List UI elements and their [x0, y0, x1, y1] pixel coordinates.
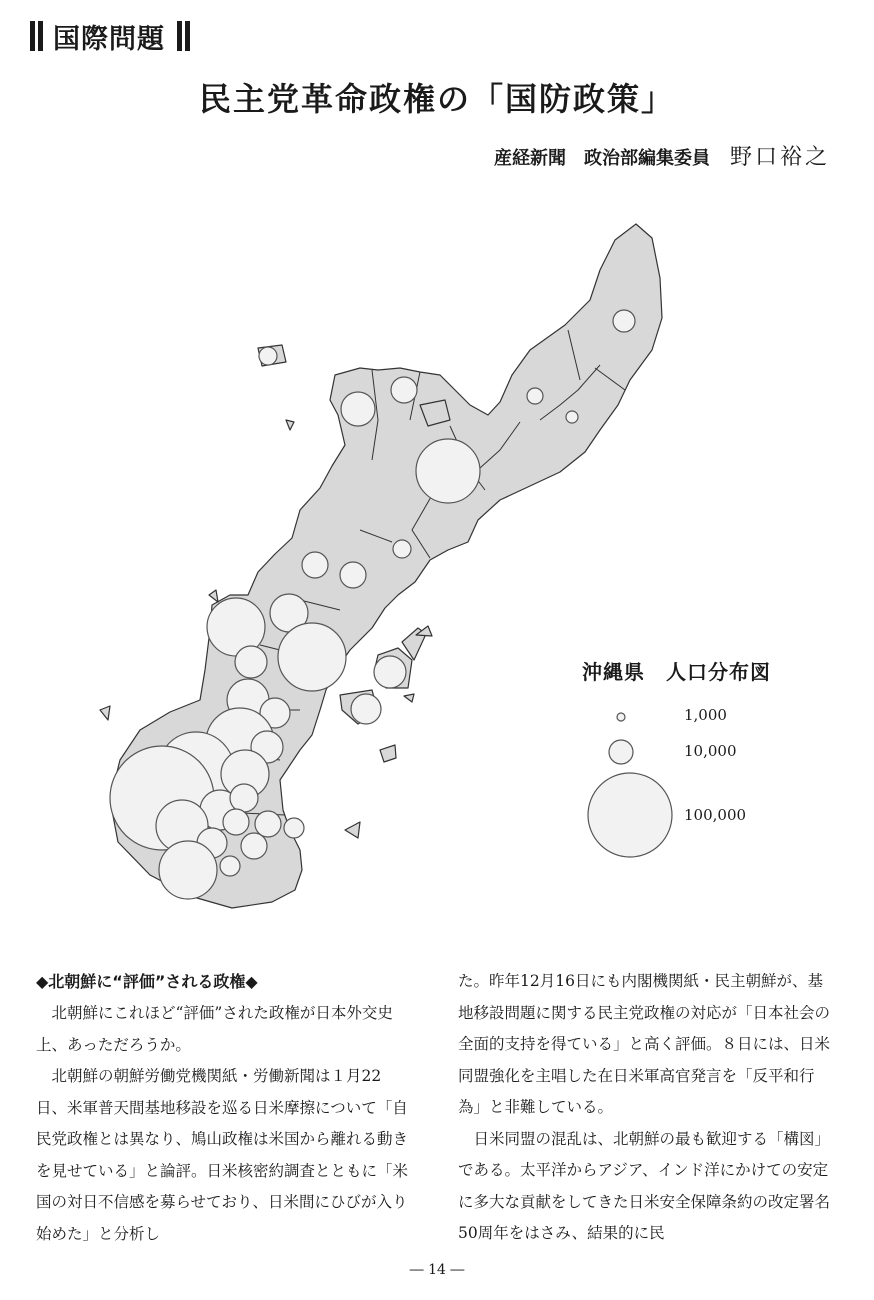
author-name: 野口裕之	[729, 145, 830, 170]
section-name: 国際問題	[53, 23, 165, 55]
pop-circle-tamagusuku	[241, 833, 267, 859]
paragraph-continued: た。昨年12月16日にも内閣機関紙・民主朝鮮が、基地移設問題に関する民主党政権の対応が「日本社会の全面的支持を得ている」と高く評価。８日には、日米同盟強化を主唱した在日米軍高官発言を「反平和行為」と非難している。	[458, 972, 831, 1116]
island-kudaka	[345, 822, 360, 838]
pop-circle-kin	[340, 562, 366, 588]
legend-circle-10000	[609, 740, 633, 764]
islet-6	[404, 694, 414, 702]
paragraph-2: 北朝鮮の朝鮮労働党機関紙・労働新聞は１月22日、米軍普天間基地移設を巡る日米摩擦について「自民党政権とは異なり、鳩山政権は米国から離れる動きを見せている」と論評。日米核密約調査とともに「米国の対日不信感を募らせており、日米間にひびが入り始めた」と分析し	[36, 1067, 409, 1243]
islet-3	[100, 706, 110, 720]
paragraph-3: 日米同盟の混乱は、北朝鮮の最も歓迎する「構図」である。太平洋からアジア、インド洋にかけての安定に多大な貢献をしてきた日米安全保障条約の改定署名50周年をはさみ、結果的に民	[458, 1129, 831, 1242]
section-bar-right	[177, 21, 182, 51]
author-affiliation: 産経新聞 政治部編集委員	[493, 148, 710, 169]
pop-circle-chinen	[284, 818, 304, 838]
pop-circle-tsuken	[351, 694, 381, 724]
legend-circle-1000	[617, 713, 625, 721]
pop-circle-motobu	[341, 392, 375, 426]
paragraph-1: 北朝鮮にこれほど“評価”された政権が日本外交史上、あっただろうか。	[36, 1004, 393, 1054]
legend-circles	[588, 713, 672, 857]
pop-circle-ikei	[374, 656, 406, 688]
section-label	[30, 16, 190, 56]
pop-circle-iejima	[259, 347, 277, 365]
byline	[494, 140, 830, 171]
page-number: ― 14 ―	[409, 1262, 465, 1278]
pop-circle-yonabaru	[230, 784, 258, 812]
pop-circle-chatan	[235, 646, 267, 678]
legend-value-100000: 100,000	[684, 806, 747, 824]
pop-circle-kunigami	[613, 310, 635, 332]
pop-circle-higashi	[527, 388, 543, 404]
islet-1	[286, 420, 294, 430]
pop-circle-nago	[416, 439, 480, 503]
pop-circle-uruma	[278, 623, 346, 691]
islet-4	[380, 745, 396, 762]
pop-circle-ginoza	[393, 540, 411, 558]
legend-value-1000: 1,000	[684, 706, 727, 724]
pop-circle-itoman	[159, 841, 217, 899]
article-title: 民主党革命政権の「国防政策」	[198, 80, 675, 118]
legend-title: 沖縄県 人口分布図	[582, 660, 771, 684]
article-column-right	[458, 966, 833, 1250]
legend-value-10000: 10,000	[684, 742, 737, 760]
pop-circle-sashiki	[255, 811, 281, 837]
pop-circle-osato	[223, 809, 249, 835]
legend-circle-100000	[588, 773, 672, 857]
pop-circle-onna	[302, 552, 328, 578]
islet-2	[209, 590, 218, 602]
pop-circle-ogimi	[566, 411, 578, 423]
pop-circle-nakijin	[391, 377, 417, 403]
subheading: ◆北朝鮮に“評価”される政権◆	[36, 972, 258, 991]
section-bar-left	[30, 21, 35, 51]
pop-circle-gushikami	[220, 856, 240, 876]
article-column-left	[36, 966, 411, 1250]
